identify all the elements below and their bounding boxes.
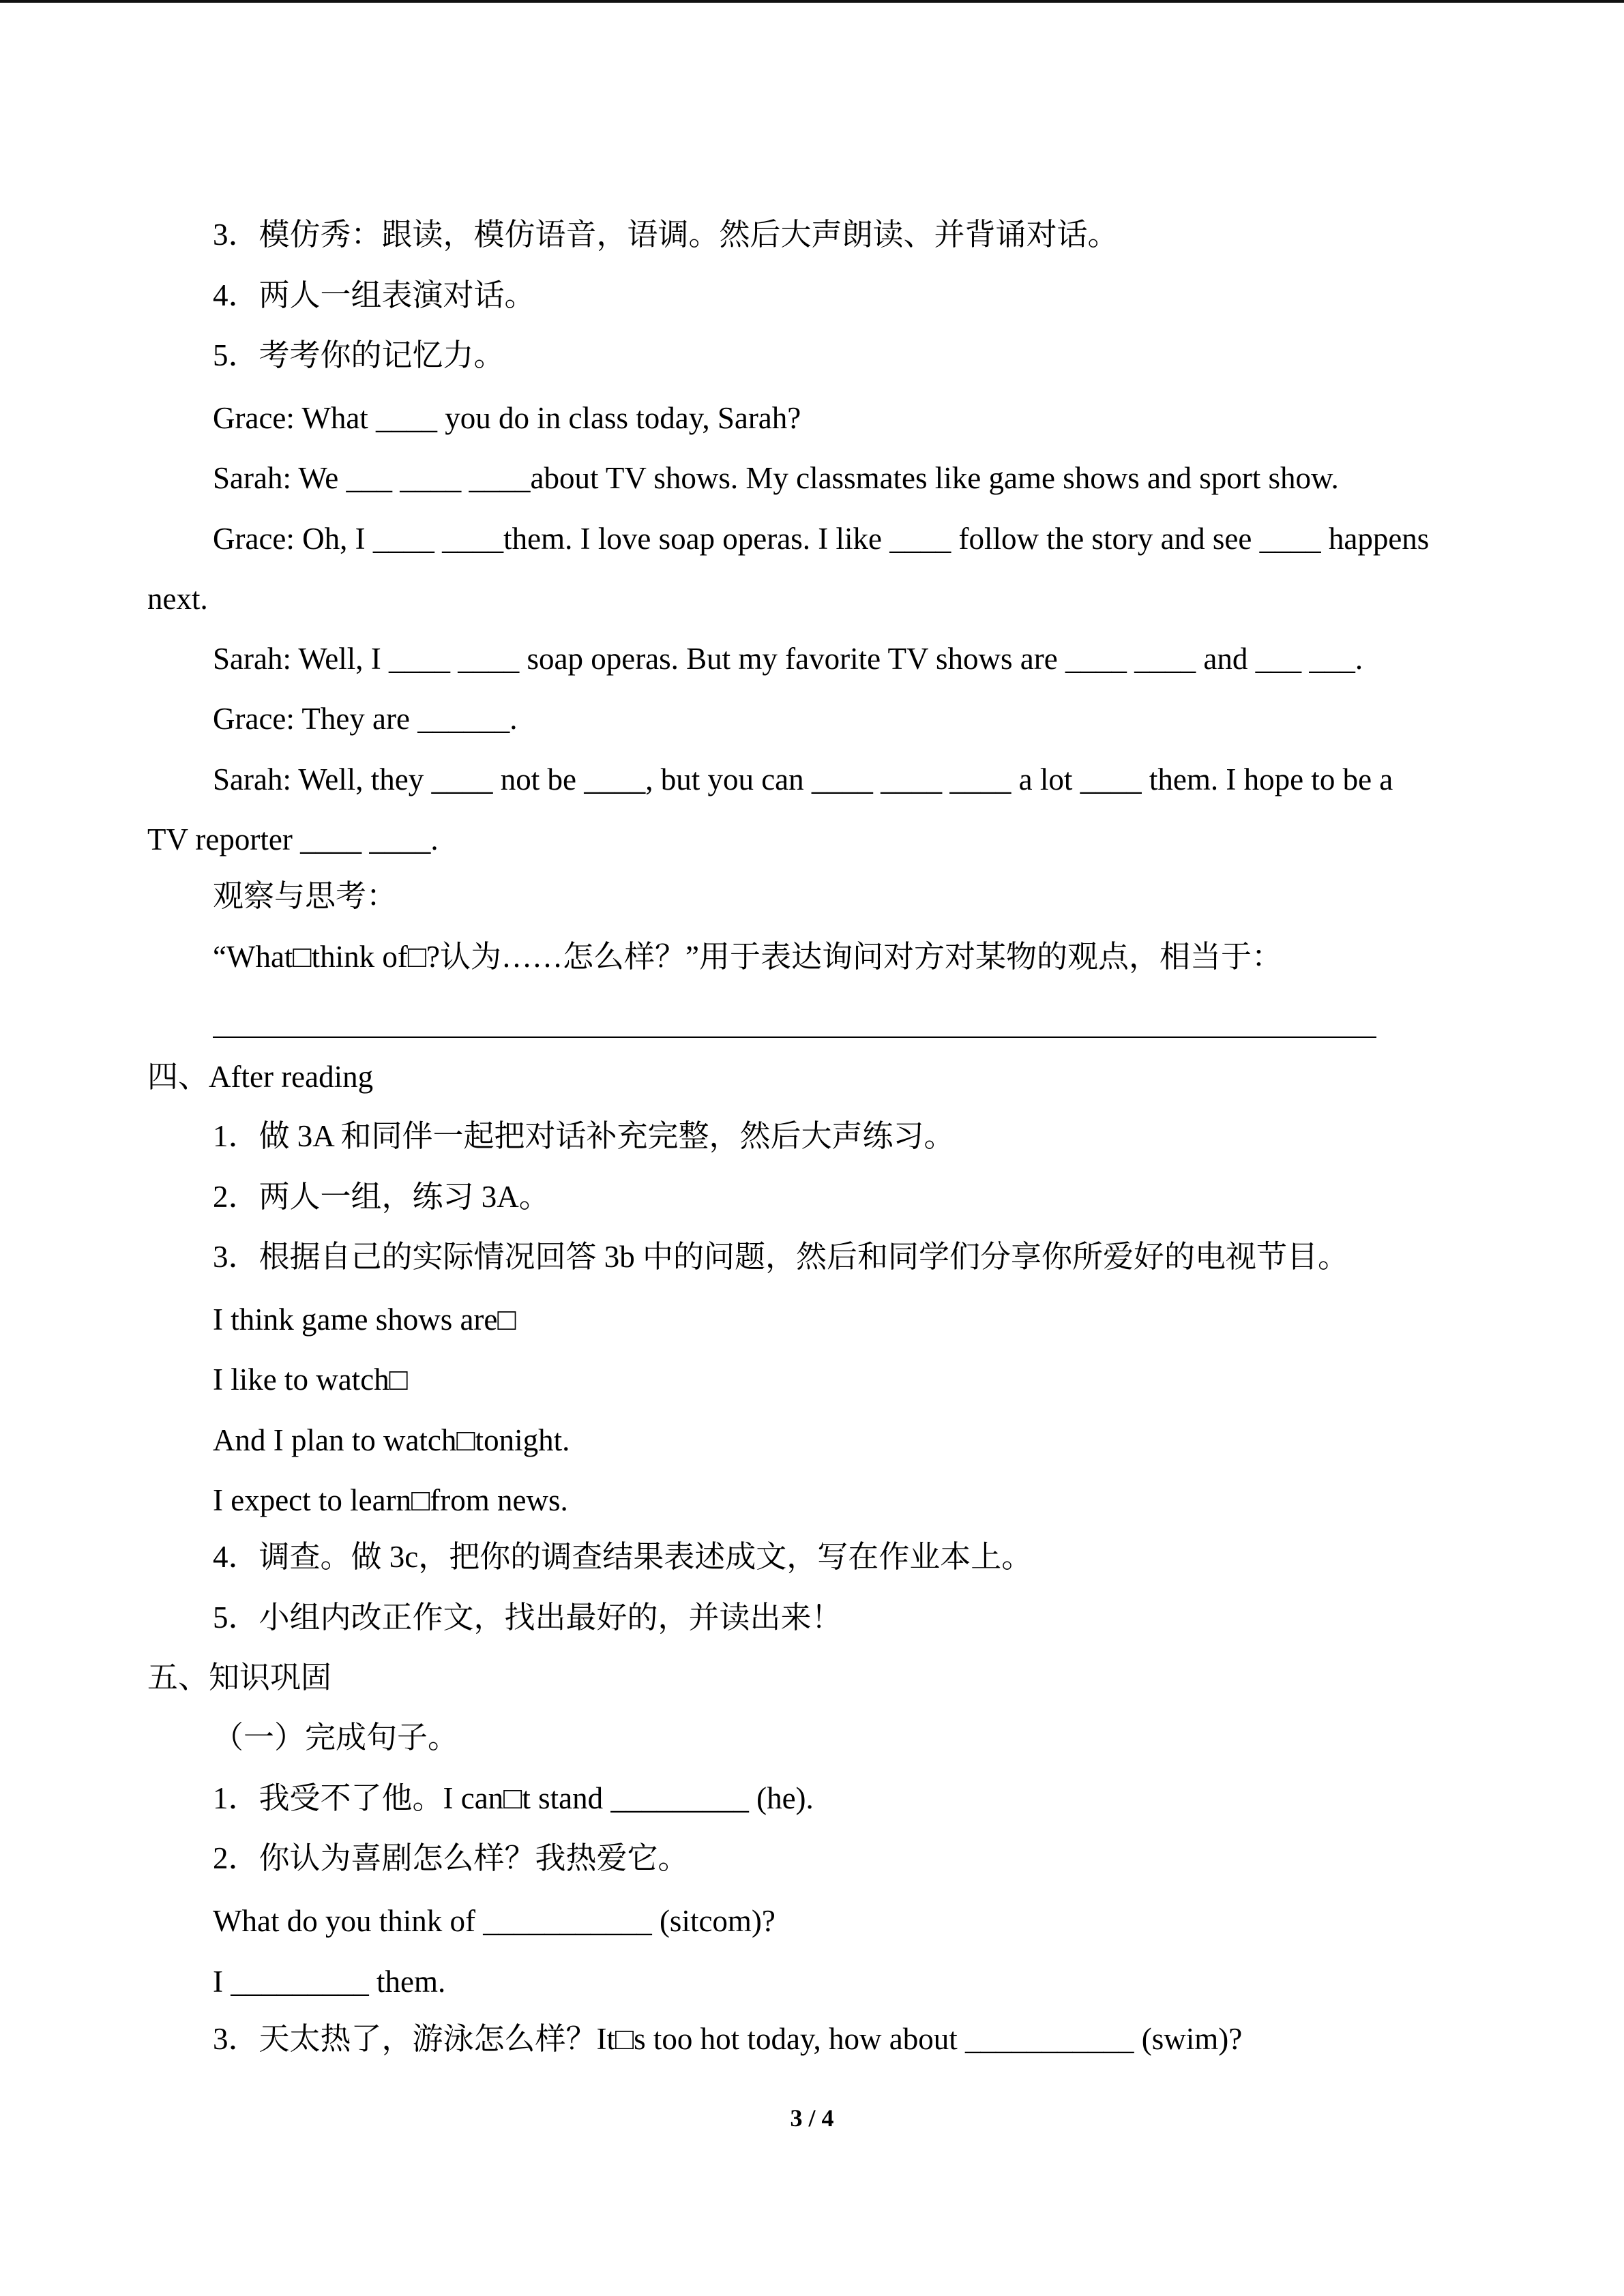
observe-think-heading: 观察与思考： xyxy=(213,879,398,913)
exercise-2: 2．你认为喜剧怎么样？我热爱它。 xyxy=(213,1841,689,1875)
after-reading-item-3: 3．根据自己的实际情况回答 3b 中的问题，然后和同学们分享你所爱好的电视节目。 xyxy=(213,1240,1349,1274)
dialogue-line-grace-3: Grace: They are ______. xyxy=(213,702,518,736)
top-border xyxy=(0,0,1624,3)
observe-think-question: “What□think of□?认为……怎么样？”用于表达询问对方对某物的观点，相当于： xyxy=(213,940,1282,974)
after-reading-item-2: 2．两人一组，练习 3A。 xyxy=(213,1180,550,1214)
dialogue-line-sarah-1: Sarah: We ___ ____ ____about TV shows. My classmates like game shows and sport show. xyxy=(213,461,1339,495)
after-reading-item-4: 4．调查。做 3c，把你的调查结果表述成文，写在作业本上。 xyxy=(213,1540,1033,1574)
section-5-heading: 五、知识巩固 xyxy=(147,1660,332,1695)
dialogue-line-grace-1: Grace: What ____ you do in class today, Sarah? xyxy=(213,401,801,435)
dialogue-line-sarah-3-cont: TV reporter ____ ____. xyxy=(147,822,439,856)
after-reading-item-5: 5．小组内改正作文，找出最好的，并读出来！ xyxy=(213,1600,842,1635)
dialogue-line-grace-2-cont: next. xyxy=(147,582,208,616)
dialogue-line-sarah-2: Sarah: Well, I ____ ____ soap operas. But my favorite TV shows are ____ ____ and ___ ___. xyxy=(213,642,1363,676)
instruction-3-imitation: 3．模仿秀：跟读，模仿语音，语调。然后大声朗读、并背诵对话。 xyxy=(213,218,1119,252)
answer-underline xyxy=(213,1037,1376,1038)
sentence-like-to-watch: I like to watch□ xyxy=(213,1362,408,1397)
exercise-1: 1．我受不了他。I can□t stand _________ (he). xyxy=(213,1781,814,1815)
sentence-plan-to-watch: And I plan to watch□tonight. xyxy=(213,1423,570,1457)
after-reading-item-1: 1．做 3A 和同伴一起把对话补充完整，然后大声练习。 xyxy=(213,1119,955,1153)
subsection-complete-sentences: （一）完成句子。 xyxy=(213,1720,459,1755)
page-number: 3 / 4 xyxy=(790,2104,834,2132)
sentence-expect-to-learn: I expect to learn□from news. xyxy=(213,1483,568,1517)
dialogue-line-grace-2: Grace: Oh, I ____ ____them. I love soap operas. I like ____ follow the story and see ____ happens xyxy=(213,522,1430,556)
exercise-3: 3．天太热了，游泳怎么样？It□s too hot today, how about ___________ (swim)? xyxy=(213,2022,1243,2056)
dialogue-line-sarah-3: Sarah: Well, they ____ not be ____, but you can ____ ____ ____ a lot ____ them. I hope to be a xyxy=(213,762,1393,796)
instruction-4-pair-perform: 4．两人一组表演对话。 xyxy=(213,278,535,312)
exercise-2-question: What do you think of ___________ (sitcom)? xyxy=(213,1904,776,1938)
exercise-2-answer: I _________ them. xyxy=(213,1965,446,1999)
section-4-heading: 四、After reading xyxy=(147,1060,374,1094)
instruction-5-memory: 5．考考你的记忆力。 xyxy=(213,338,505,372)
sentence-game-shows: I think game shows are□ xyxy=(213,1302,516,1337)
